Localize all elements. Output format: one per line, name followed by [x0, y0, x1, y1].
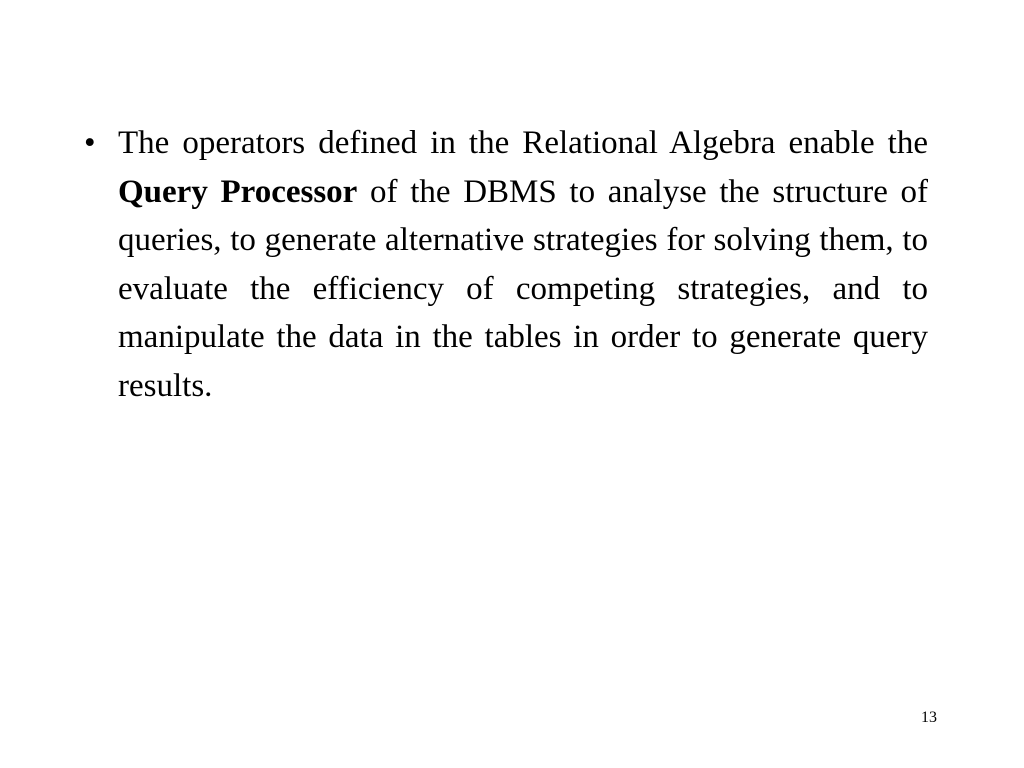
bullet-text-after: of the DBMS to analyse the structure of queries, to generate alternative strategies for solving them, to evaluate the efficiency of competing strategies, and to manipulate the data in the tables in order to generate query results.	[118, 173, 929, 404]
bullet-paragraph	[118, 119, 928, 410]
slide-number: 13	[921, 709, 937, 726]
bullet-icon: •	[84, 125, 96, 161]
bullet-text-before: The operators defined in the Relational Algebra enable the	[118, 125, 928, 161]
bullet-bold-term: Query Processor	[118, 173, 358, 210]
bullet-item	[84, 119, 928, 410]
